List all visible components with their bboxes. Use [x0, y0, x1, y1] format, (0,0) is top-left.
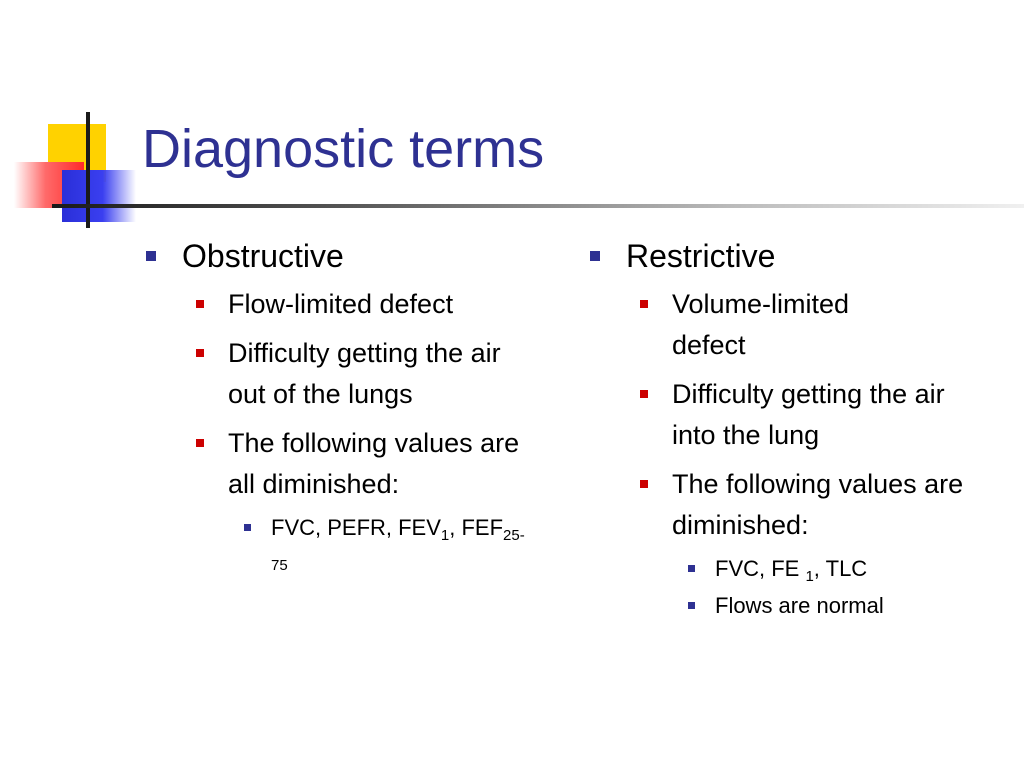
- obstructive-column: [146, 236, 546, 580]
- flows-text: Flows are normal: [715, 593, 884, 618]
- square-bullet-icon: [146, 251, 156, 261]
- restrictive-column: [590, 236, 990, 628]
- obstructive-values-list: [146, 513, 546, 573]
- list-item: [590, 284, 990, 366]
- values-part: , FEF: [449, 515, 504, 540]
- list-item-text: Flow-limited defect: [228, 289, 454, 319]
- list-item-text: The following values are all diminished:: [228, 428, 520, 499]
- obstructive-list: [146, 284, 546, 505]
- square-bullet-icon: [640, 300, 648, 308]
- values-part: , TLC: [813, 556, 868, 581]
- deco-vertical-line: [86, 112, 90, 228]
- list-item: [590, 374, 990, 456]
- list-item: [146, 284, 546, 325]
- restrictive-list: [590, 284, 990, 546]
- list-item: [590, 464, 990, 546]
- obstructive-heading-item: [146, 236, 546, 276]
- restrictive-heading: Restrictive: [626, 238, 776, 274]
- square-bullet-icon: [590, 251, 600, 261]
- restrictive-values-list: [590, 554, 990, 621]
- list-item: [146, 513, 546, 573]
- square-bullet-icon: [640, 480, 648, 488]
- values-text: [271, 513, 541, 573]
- values-text: [715, 556, 868, 585]
- square-bullet-icon: [196, 349, 204, 357]
- list-item-text: Volume-limited defect: [672, 289, 850, 360]
- subscript: 1: [805, 568, 814, 585]
- list-item-text: Difficulty getting the air out of the lungs: [228, 338, 501, 409]
- list-item-text: Difficulty getting the air into the lung: [672, 379, 945, 450]
- restrictive-heading-item: [590, 236, 990, 276]
- title-underline: [52, 204, 1024, 208]
- obstructive-heading: Obstructive: [182, 238, 344, 274]
- values-part: FVC, PEFR, FEV: [271, 515, 441, 540]
- list-item: [590, 554, 990, 584]
- slide-title: Diagnostic terms: [142, 119, 545, 179]
- list-item: [146, 333, 546, 415]
- subscript: 1: [440, 527, 450, 544]
- subscript: 25-75: [271, 527, 525, 574]
- square-bullet-icon: [688, 565, 695, 572]
- square-bullet-icon: [196, 300, 204, 308]
- square-bullet-icon: [196, 439, 204, 447]
- square-bullet-icon: [244, 524, 251, 531]
- list-item: [146, 423, 546, 505]
- deco-blue-square: [62, 170, 136, 222]
- list-item: [590, 591, 990, 621]
- square-bullet-icon: [688, 602, 695, 609]
- list-item-text: The following values are diminished:: [672, 469, 964, 540]
- values-part: FVC, FE: [715, 556, 806, 581]
- square-bullet-icon: [640, 390, 648, 398]
